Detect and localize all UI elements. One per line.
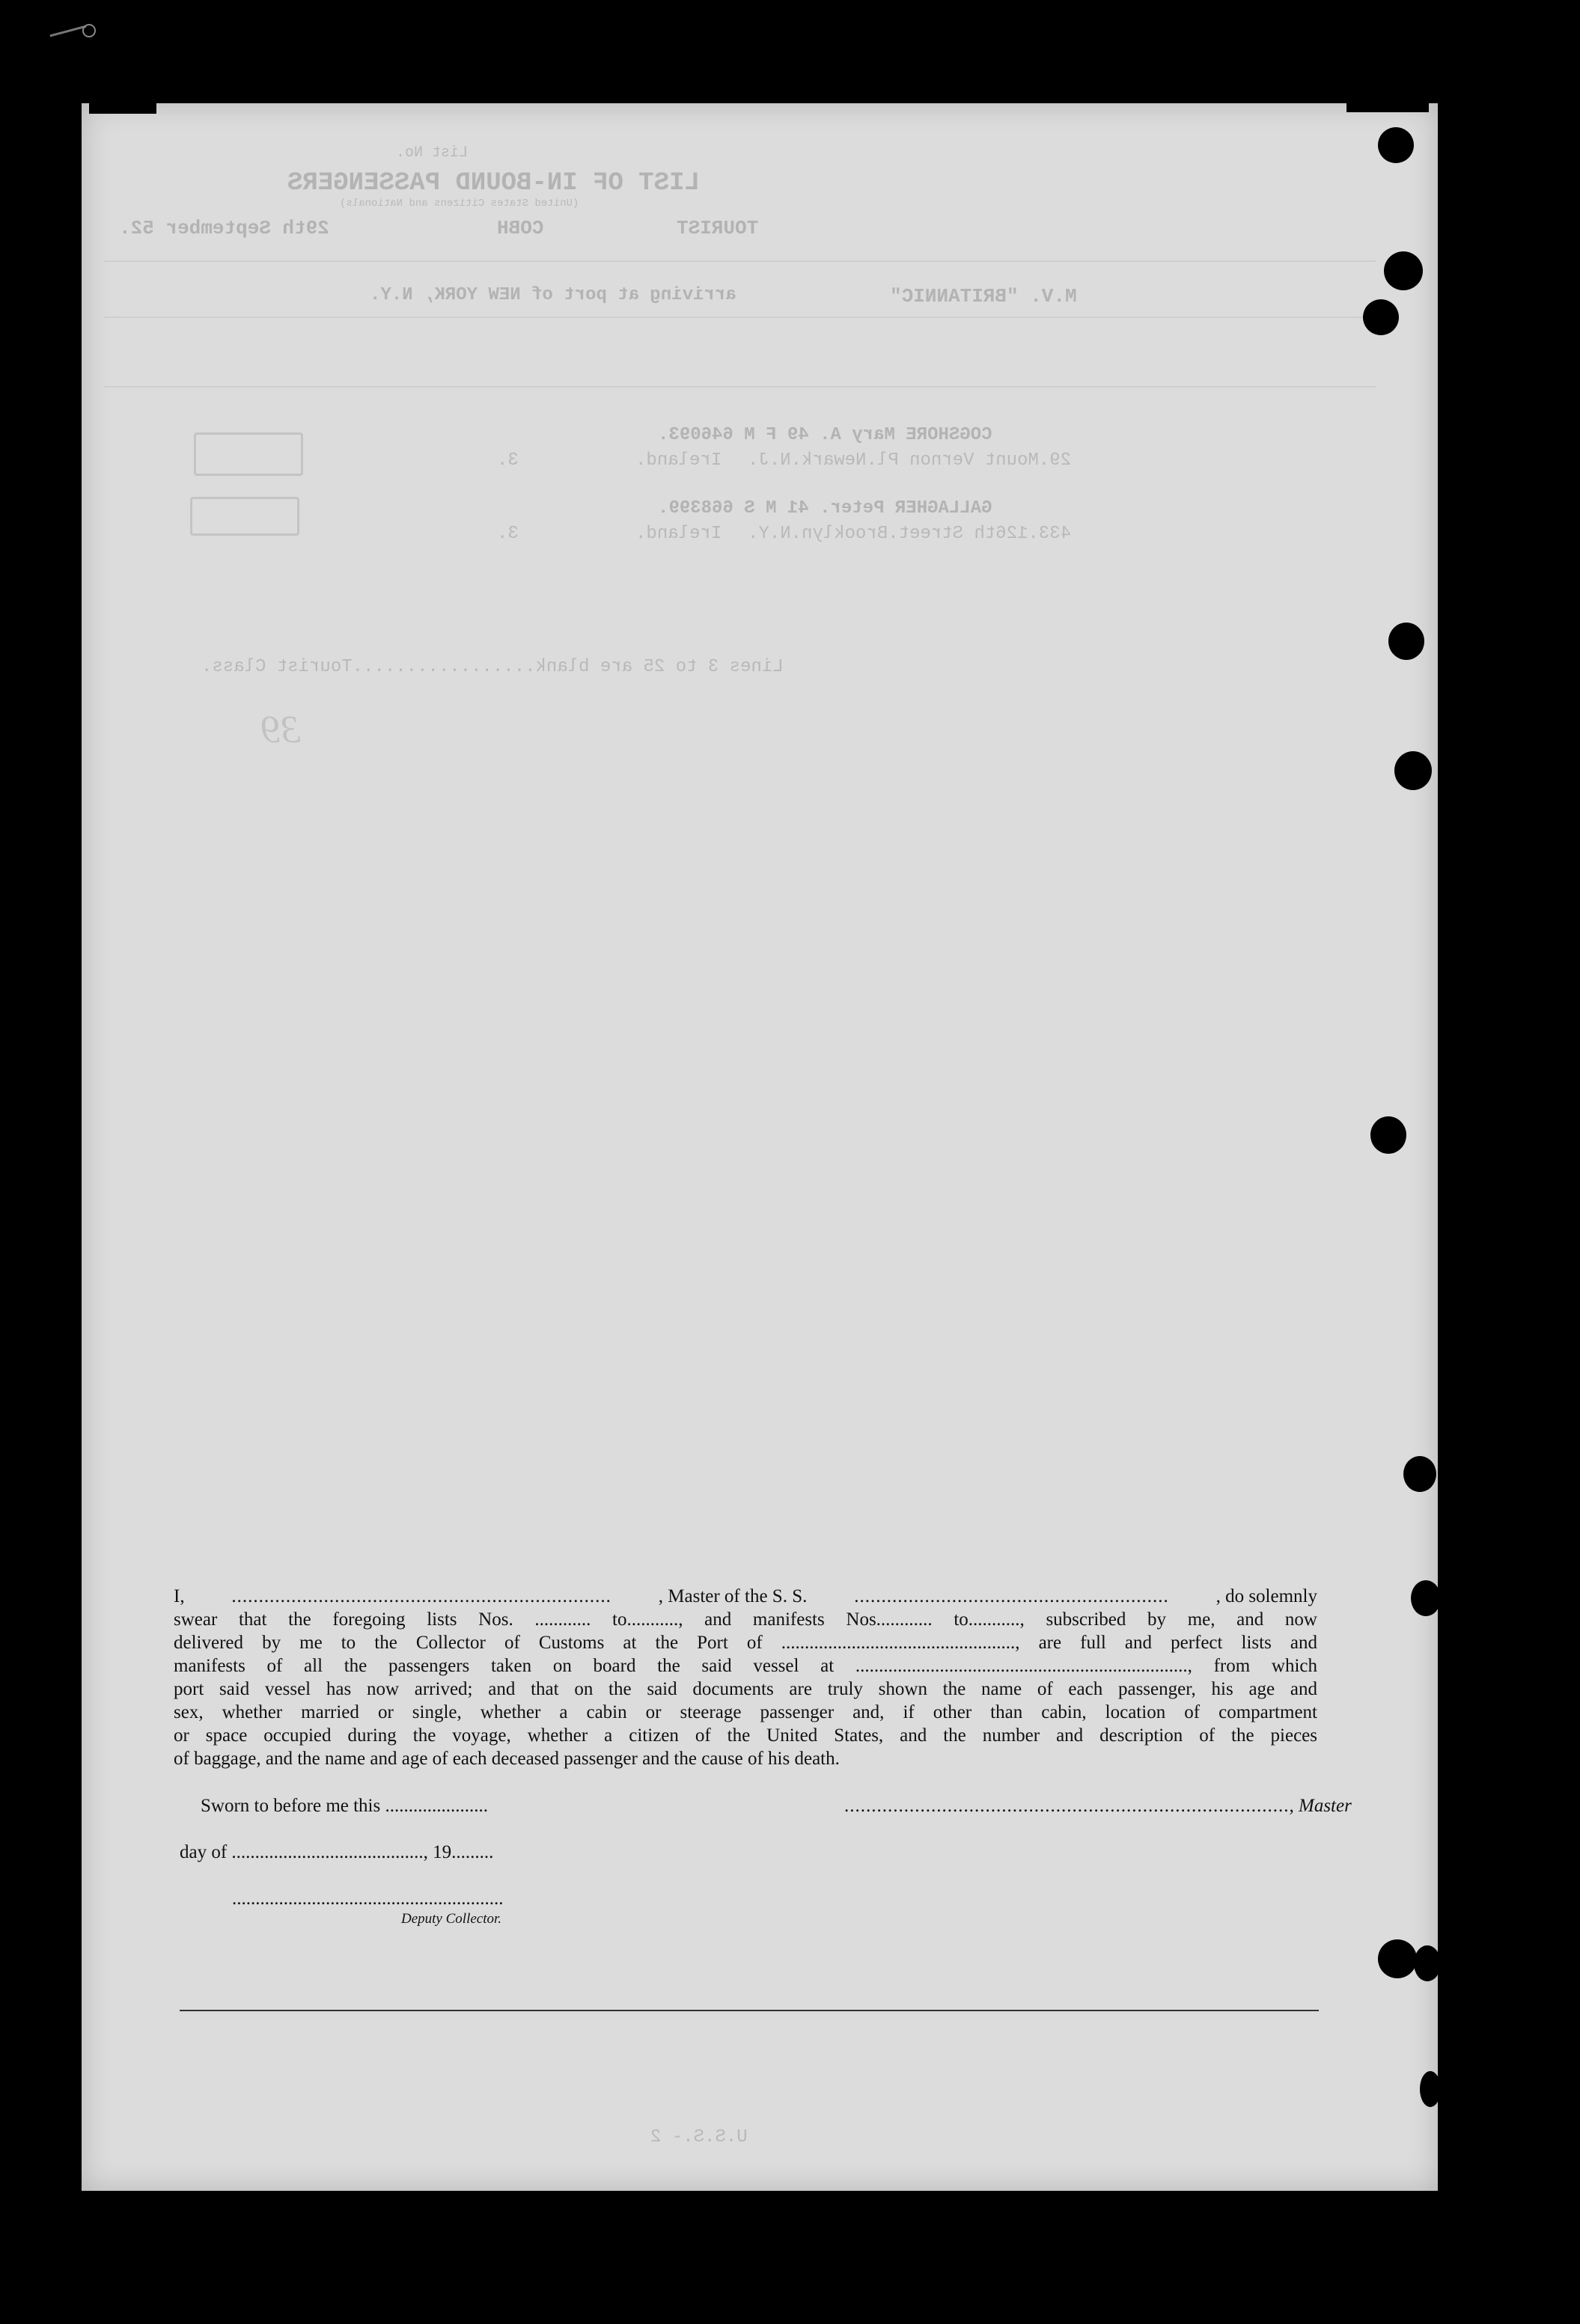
bleed-list-header: LIST OF IN-BOUND PASSENGERS [287, 169, 700, 198]
oath-line: manifests of all the passengers taken on board the said vessel at ......................................................................., from which [174, 1656, 1317, 1676]
punch-hole [1388, 623, 1424, 660]
day-of-line: day of ........................................., 19......... [180, 1842, 494, 1862]
bleed-passenger-country: Ireland. [635, 524, 722, 544]
film-mark [49, 25, 86, 37]
faint-rule [104, 260, 1376, 262]
film-mark-circle [82, 24, 96, 37]
punch-hole [1370, 1116, 1406, 1154]
top-left-tab [89, 96, 156, 114]
oath-solemnly: , do solemnly [1215, 1586, 1317, 1606]
oath-line: port said vessel has now arrived; and that on the said documents are truly shown the name of each passenger, his age and [174, 1679, 1317, 1699]
bleed-blank-note: Lines 3 to 25 are blank.................Tourist Class. [201, 657, 784, 677]
faint-rule [104, 386, 1376, 388]
oath-line [174, 1585, 1317, 1608]
bleed-list-subheader: (United States Citizens and Nationals) [340, 198, 579, 210]
oath-i: I, [174, 1586, 185, 1606]
faint-rule [104, 317, 1376, 318]
oath-line: swear that the foregoing lists Nos. ............ to..........., and manifests Nos............ to..........., subscribed by me, and now [174, 1609, 1317, 1630]
punch-hole [1414, 1945, 1441, 1981]
bleed-passenger-bags: 3. [497, 450, 519, 471]
bleed-from-port: COBH [497, 217, 544, 239]
punch-hole [1403, 1456, 1436, 1492]
bottom-rule [180, 2010, 1319, 2011]
stamp-box [190, 497, 299, 536]
manifest-page [82, 103, 1438, 2191]
sworn-before-line: Sworn to before me this ...................... [201, 1796, 488, 1816]
deputy-collector-label: Deputy Collector. [401, 1911, 502, 1927]
bleed-arriving-at: arriving at port of NEW YORK, N.Y. [370, 285, 736, 305]
bleed-passenger-bags: 3. [497, 524, 519, 544]
handwritten-number: 39 [261, 709, 300, 751]
master-name-blank: ...................................................................... [231, 1586, 611, 1606]
bleed-footer-code: U.S.S.- 2 [650, 2127, 748, 2147]
bleed-passenger-address: 29.Mount Vernon Pl.Newark.N.J. [748, 450, 1072, 471]
punch-hole [1394, 751, 1432, 790]
bleed-vessel: M.V. "BRITANNIC" [890, 285, 1077, 308]
master-label: , Master [1289, 1796, 1352, 1816]
bleed-passenger-row: COGSHORE Mary A. 49 F M 646093. [658, 425, 992, 445]
master-oath [174, 1585, 1317, 1770]
bleed-passenger-row: GALLAGHER Peter. 41 M S 668399. [658, 498, 992, 519]
bleed-passenger-address: 433.126th Street.Brooklyn.N.Y. [748, 524, 1072, 544]
oath-line: sex, whether married or single, whether a cabin or steerage passenger and, if other than cabin, location of compartment [174, 1702, 1317, 1722]
master-signature-line [844, 1796, 1352, 1817]
oath-line: or space occupied during the voyage, whether a citizen of the United States, and the number and description of the pieces [174, 1725, 1317, 1746]
top-right-tab [1346, 96, 1429, 112]
deputy-signature-blank: .......................................................... [232, 1889, 504, 1909]
oath-master-of: , Master of the S. S. [658, 1586, 808, 1606]
bleed-passenger-country: Ireland. [635, 450, 722, 471]
stamp-box [194, 432, 303, 476]
master-signature-blank: .................................................................................. [844, 1796, 1290, 1816]
bleed-list-no: List No. [396, 144, 469, 162]
bleed-class: TOURIST [677, 217, 759, 239]
punch-hole [1363, 299, 1399, 335]
ship-name-blank: .......................................................... [854, 1586, 1169, 1606]
oath-line: of baggage, and the name and age of each deceased passenger and the cause of his death. [174, 1749, 840, 1769]
punch-hole [1384, 251, 1423, 290]
punch-hole [1378, 127, 1414, 163]
punch-hole [1378, 1939, 1417, 1978]
oath-line: delivered by me to the Collector of Customs at the Port of .................................................., are full and perfect lists and [174, 1633, 1317, 1653]
punch-hole [1420, 2071, 1441, 2107]
punch-hole [1411, 1580, 1441, 1616]
bleed-date-sailed: 29th September 52. [119, 217, 329, 239]
